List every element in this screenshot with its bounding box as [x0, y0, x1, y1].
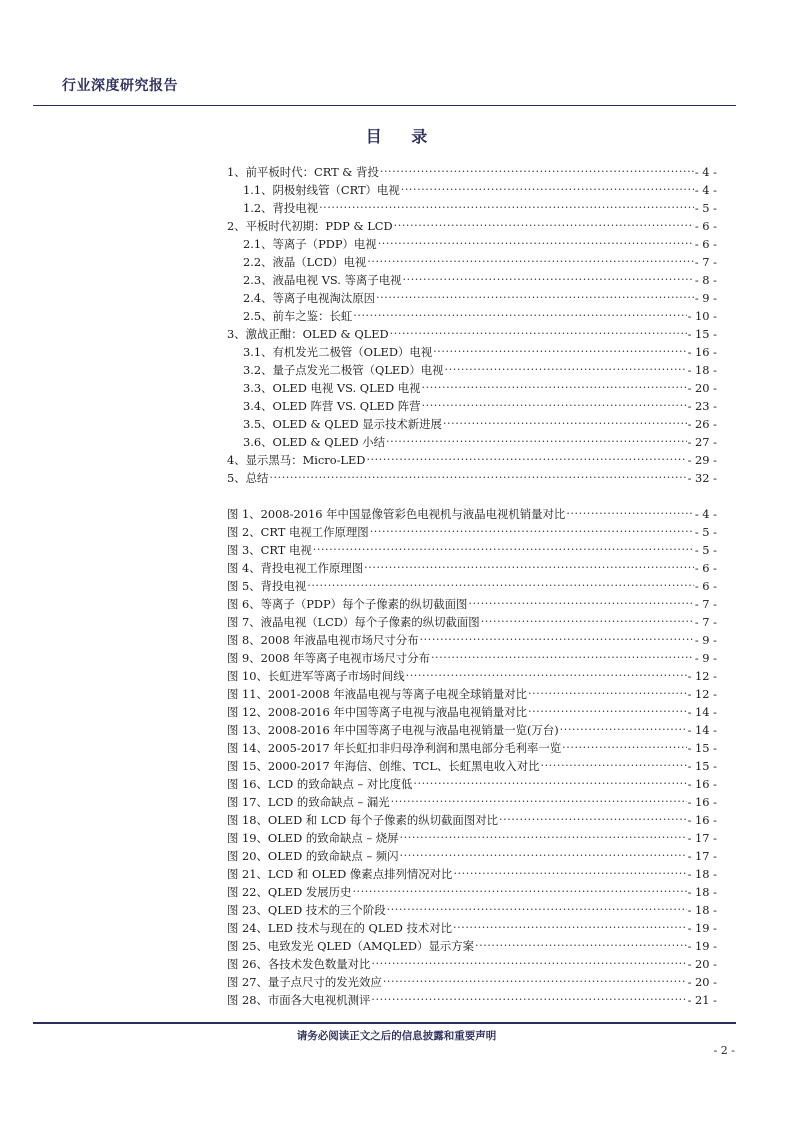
toc-entry-label: 3、激战正酣：OLED & QLED — [227, 327, 389, 341]
dot-leader — [422, 398, 687, 410]
toc-entry-label: 4、显示黑马：Micro-LED — [227, 453, 366, 467]
toc-entry[interactable] — [227, 433, 717, 451]
toc-entry[interactable] — [227, 163, 717, 181]
toc-entry-label: 2.5、前车之鉴：长虹 — [243, 309, 353, 323]
figure-entry-page: - 5 - — [694, 525, 717, 539]
toc-entry-label: 3.5、OLED & QLED 显示技术新进展 — [243, 417, 442, 431]
toc-entry-page: - 27 - — [687, 435, 717, 449]
toc-entry-label: 5、总结 — [227, 471, 269, 485]
dot-leader — [431, 650, 694, 662]
figure-entry-label: 图 20、OLED 的致命缺点 – 频闪 — [227, 849, 399, 863]
figure-entry[interactable] — [227, 541, 717, 559]
figure-entry-label: 图 23、QLED 技术的三个阶段 — [227, 903, 386, 917]
header-divider — [33, 105, 736, 106]
dot-leader — [406, 668, 687, 680]
dot-leader — [371, 956, 686, 968]
figure-entry[interactable] — [227, 991, 717, 1009]
dot-leader — [453, 866, 686, 878]
toc-entry-label: 2.2、液晶（LCD）电视 — [243, 255, 367, 269]
page-number: - 2 - — [713, 1044, 735, 1057]
dot-leader — [371, 992, 686, 1004]
dot-leader — [475, 938, 687, 950]
toc-entry-page: - 9 - — [694, 291, 717, 305]
toc-entry[interactable] — [227, 469, 717, 487]
figure-entry[interactable] — [227, 577, 717, 595]
figure-entry-label: 图 1、2008-2016 年中国显像管彩色电视机与液晶电视机销量对比 — [227, 507, 566, 521]
figure-entry[interactable] — [227, 523, 717, 541]
figure-entry[interactable] — [227, 883, 717, 901]
toc-entry-page: - 4 - — [694, 165, 717, 179]
toc-entry-page: - 26 - — [687, 417, 717, 431]
dot-leader — [394, 218, 694, 230]
figure-entry-page: - 16 - — [687, 777, 717, 791]
dot-leader — [353, 308, 686, 320]
toc-entry-page: - 15 - — [687, 327, 717, 341]
toc-entry[interactable] — [227, 199, 717, 217]
dot-leader — [387, 902, 687, 914]
figure-entry-page: - 14 - — [687, 723, 717, 737]
toc-entry-page: - 6 - — [694, 219, 717, 233]
figure-entry-label: 图 17、LCD 的致命缺点 – 漏光 — [227, 795, 390, 809]
dot-leader — [445, 362, 687, 374]
figure-entry-page: - 6 - — [694, 561, 717, 575]
figure-entry[interactable] — [227, 595, 717, 613]
figure-entry-page: - 7 - — [694, 615, 717, 629]
toc-entry-page: - 10 - — [687, 309, 717, 323]
figure-entry-label: 图 24、LED 技术与现在的 QLED 技术对比 — [227, 921, 453, 935]
toc-entry[interactable] — [227, 451, 717, 469]
figure-entry[interactable] — [227, 757, 717, 775]
toc-entry[interactable] — [227, 181, 717, 199]
dot-leader — [378, 236, 694, 248]
toc-entry[interactable] — [227, 271, 717, 289]
dot-leader — [367, 254, 694, 266]
figure-entry[interactable] — [227, 973, 717, 991]
figure-entry-page: - 9 - — [694, 651, 717, 665]
figure-entry-label: 图 22、QLED 发展历史 — [227, 885, 352, 899]
figure-entry[interactable] — [227, 775, 717, 793]
figure-entry-page: - 19 - — [687, 939, 717, 953]
figure-entry-label: 图 4、背投电视工作原理图 — [227, 561, 364, 575]
toc-entry-label: 1、前平板时代：CRT & 背投 — [227, 165, 379, 179]
toc-entry-label: 2、平板时代初期：PDP & LCD — [227, 219, 393, 233]
toc-entry-label: 1.2、背投电视 — [243, 201, 319, 215]
dot-leader — [403, 272, 694, 284]
toc-title: 目 录 — [365, 127, 440, 146]
figure-entry-label: 图 2、CRT 电视工作原理图 — [227, 525, 369, 539]
figure-entry-label: 图 9、2008 年等离子电视市场尺寸分布 — [227, 651, 430, 665]
figure-entry-page: - 15 - — [687, 759, 717, 773]
figure-entry[interactable] — [227, 793, 717, 811]
figure-entry[interactable] — [227, 739, 717, 757]
toc-entry[interactable] — [227, 289, 717, 307]
dot-leader — [443, 416, 687, 428]
dot-leader — [468, 596, 693, 608]
toc-entry-label: 2.3、液晶电视 VS. 等离子电视 — [243, 273, 402, 287]
toc-entry[interactable] — [227, 397, 717, 415]
dot-leader — [433, 344, 686, 356]
figure-entry-label: 图 10、长虹进军等离子市场时间线 — [227, 669, 405, 683]
dot-leader — [528, 704, 687, 716]
dot-leader — [364, 560, 694, 572]
dot-leader — [566, 506, 694, 518]
figure-entry[interactable] — [227, 703, 717, 721]
figure-entry-page: - 4 - — [694, 507, 717, 521]
dot-leader — [391, 794, 687, 806]
dot-leader — [307, 578, 694, 590]
figure-entry-page: - 18 - — [687, 885, 717, 899]
toc-entry-label: 3.3、OLED 电视 VS. QLED 电视 — [243, 381, 421, 395]
dot-leader — [400, 830, 687, 842]
figure-entry-page: - 12 - — [687, 687, 717, 701]
figure-entry-page: - 14 - — [687, 705, 717, 719]
toc-entry-page: - 20 - — [687, 381, 717, 395]
dot-leader — [366, 452, 686, 464]
figure-entry-label: 图 6、等离子（PDP）每个子像素的纵切截面图 — [227, 597, 468, 611]
toc-entry-page: - 16 - — [687, 345, 717, 359]
dot-leader — [370, 524, 694, 536]
figure-entry-label: 图 11、2001-2008 年液晶电视与等离子电视全球销量对比 — [227, 687, 527, 701]
toc-entry-page: - 8 - — [694, 273, 717, 287]
figure-entry[interactable] — [227, 685, 717, 703]
toc-entry-label: 1.1、阴极射线管（CRT）电视 — [243, 183, 400, 197]
dot-leader — [390, 326, 687, 338]
figure-entry-page: - 7 - — [694, 597, 717, 611]
toc-entry-label: 3.2、量子点发光二极管（QLED）电视 — [243, 363, 444, 377]
figure-entry[interactable] — [227, 631, 717, 649]
toc-entry[interactable] — [227, 379, 717, 397]
figure-toc-list — [227, 505, 717, 1009]
toc-entry-page: - 5 - — [694, 201, 717, 215]
figure-entry-page: - 18 - — [687, 867, 717, 881]
figure-entry-label: 图 28、市面各大电视机测评 — [227, 993, 371, 1007]
figure-entry-label: 图 19、OLED 的致命缺点 – 烧屏 — [227, 831, 399, 845]
figure-entry-label: 图 12、2008-2016 年中国等离子电视与液晶电视销量对比 — [227, 705, 527, 719]
dot-leader — [413, 776, 686, 788]
dot-leader — [401, 182, 694, 194]
dot-leader — [499, 812, 687, 824]
figure-entry-label: 图 21、LCD 和 OLED 像素点排列情况对比 — [227, 867, 453, 881]
figure-entry[interactable] — [227, 667, 717, 685]
toc-entry[interactable] — [227, 307, 717, 325]
figure-entry-label: 图 26、各技术发色数量对比 — [227, 957, 371, 971]
toc-entry-page: - 32 - — [687, 471, 717, 485]
dot-leader — [376, 290, 694, 302]
toc-entry-label: 2.4、等离子电视淘汰原因 — [243, 291, 376, 305]
dot-leader — [481, 614, 694, 626]
toc-entry-page: - 23 - — [687, 399, 717, 413]
dot-leader — [269, 470, 686, 482]
dot-leader — [380, 164, 694, 176]
figure-entry-page: - 5 - — [694, 543, 717, 557]
toc-entry-page: - 29 - — [687, 453, 717, 467]
dot-leader — [540, 758, 686, 770]
figure-entry-label: 图 8、2008 年液晶电视市场尺寸分布 — [227, 633, 419, 647]
dot-leader — [453, 920, 687, 932]
dot-leader — [383, 974, 687, 986]
toc-entry-label: 3.4、OLED 阵营 VS. QLED 阵营 — [243, 399, 421, 413]
figure-entry-page: - 19 - — [687, 921, 717, 935]
figure-entry-label: 图 27、量子点尺寸的发光效应 — [227, 975, 382, 989]
figure-entry-label: 图 25、电致发光 QLED（AMQLED）显示方案 — [227, 939, 475, 953]
figure-entry[interactable] — [227, 901, 717, 919]
figure-entry[interactable] — [227, 865, 717, 883]
disclaimer-notice: 请务必阅读正文之后的信息披露和重要声明 — [296, 1030, 497, 1042]
figure-entry[interactable] — [227, 721, 717, 739]
figure-entry-page: - 20 - — [687, 975, 717, 989]
figure-entry-page: - 12 - — [687, 669, 717, 683]
toc-entry-label: 3.1、有机发光二极管（OLED）电视 — [243, 345, 433, 359]
figure-entry-page: - 15 - — [687, 741, 717, 755]
toc-entry[interactable] — [227, 217, 717, 235]
toc-entry-page: - 7 - — [694, 255, 717, 269]
toc-entry[interactable] — [227, 325, 717, 343]
figure-entry[interactable] — [227, 505, 717, 523]
figure-entry-page: - 18 - — [687, 903, 717, 917]
toc-entry-label: 3.6、OLED & QLED 小结 — [243, 435, 385, 449]
figure-entry-label: 图 5、背投电视 — [227, 579, 307, 593]
figure-entry[interactable] — [227, 613, 717, 631]
dot-leader — [352, 884, 686, 896]
toc-entry[interactable] — [227, 361, 717, 379]
figure-entry-label: 图 16、LCD 的致命缺点 – 对比度低 — [227, 777, 413, 791]
figure-entry[interactable] — [227, 811, 717, 829]
figure-entry-page: - 16 - — [687, 795, 717, 809]
dot-leader — [562, 740, 686, 752]
figure-entry[interactable] — [227, 919, 717, 937]
toc-entry-page: - 18 - — [687, 363, 717, 377]
figure-entry-label: 图 14、2005-2017 年长虹扣非归母净利润和黑电部分毛利率一览 — [227, 741, 562, 755]
toc-entry-page: - 4 - — [694, 183, 717, 197]
toc-entry[interactable] — [227, 343, 717, 361]
figure-entry-label: 图 3、CRT 电视 — [227, 543, 312, 557]
figure-entry[interactable] — [227, 559, 717, 577]
dot-leader — [420, 632, 694, 644]
figure-entry-label: 图 18、OLED 和 LCD 每个子像素的纵切截面图对比 — [227, 813, 498, 827]
figure-entry-label: 图 7、液晶电视（LCD）每个子像素的纵切截面图 — [227, 615, 480, 629]
dot-leader — [319, 200, 694, 212]
figure-entry-page: - 9 - — [694, 633, 717, 647]
dot-leader — [313, 542, 694, 554]
figure-entry-page: - 17 - — [687, 849, 717, 863]
dot-leader — [560, 722, 687, 734]
figure-entry-page: - 6 - — [694, 579, 717, 593]
figure-entry[interactable] — [227, 955, 717, 973]
figure-entry[interactable] — [227, 937, 717, 955]
figure-entry[interactable] — [227, 829, 717, 847]
dot-leader — [528, 686, 687, 698]
figure-entry-page: - 17 - — [687, 831, 717, 845]
figure-entry-page: - 16 - — [687, 813, 717, 827]
dot-leader — [422, 380, 687, 392]
toc-entry-label: 2.1、等离子（PDP）电视 — [243, 237, 377, 251]
figure-entry-label: 图 13、2008-2016 年中国等离子电视与液晶电视销量一览(万台) — [227, 723, 559, 737]
dot-leader — [386, 434, 687, 446]
report-category-title: 行业深度研究报告 — [62, 78, 178, 94]
footer-divider — [33, 1022, 736, 1024]
figure-entry-page: - 21 - — [687, 993, 717, 1007]
figure-entry[interactable] — [227, 649, 717, 667]
section-toc-list — [227, 163, 717, 487]
toc-entry-page: - 6 - — [694, 237, 717, 251]
figure-entry[interactable] — [227, 847, 717, 865]
toc-entry[interactable] — [227, 253, 717, 271]
toc-entry[interactable] — [227, 235, 717, 253]
figure-entry-label: 图 15、2000-2017 年海信、创维、TCL、长虹黑电收入对比 — [227, 759, 540, 773]
figure-entry-page: - 20 - — [687, 957, 717, 971]
toc-entry[interactable] — [227, 415, 717, 433]
dot-leader — [400, 848, 687, 860]
